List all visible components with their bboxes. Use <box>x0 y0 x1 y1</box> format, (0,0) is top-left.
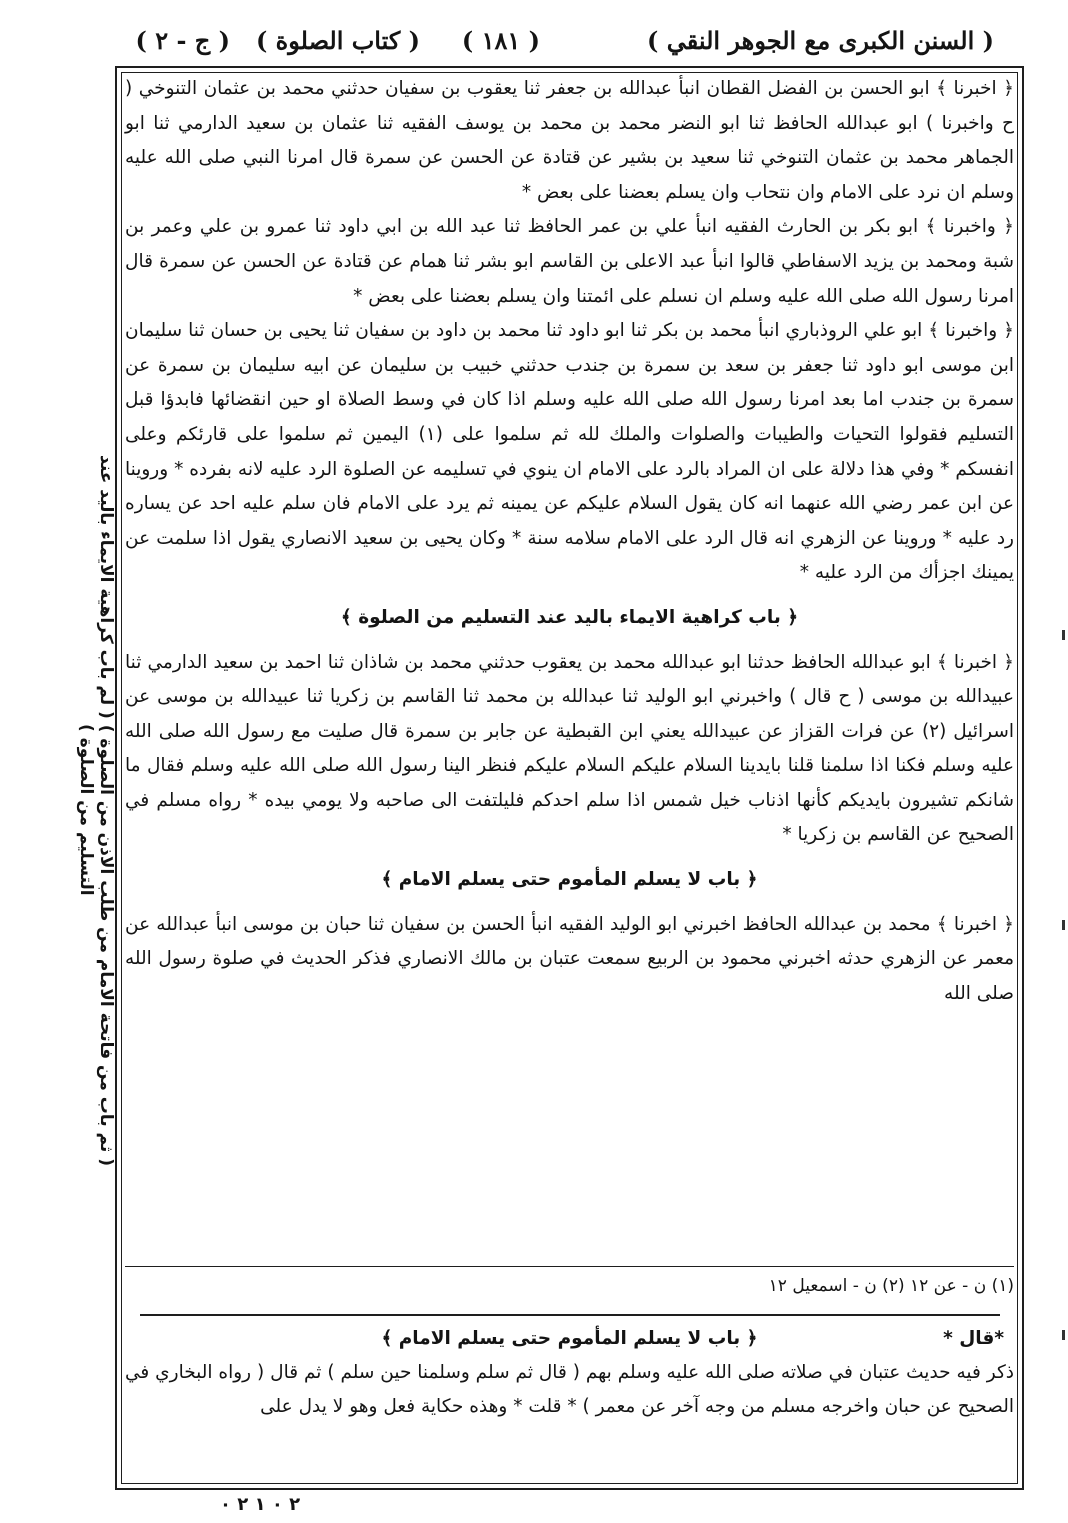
page-header <box>128 22 1000 66</box>
edge-mark <box>1062 1330 1065 1340</box>
commentary-section <box>125 1322 1014 1424</box>
page-number: ( ١٨١ ) <box>461 26 540 55</box>
volume-number: ( ج - ٢ ) <box>135 26 230 55</box>
margin-note: ( ثم باب من فاتحة الامام من طلب الاذن من الصلوة ) ( لم باب كراهية الايماء باليد عند التسليم من الصلوة ) <box>76 454 116 1166</box>
commentary-text: ذكر فيه حديث عتبان في صلاته صلى الله عليه وسلم بهم ( قال ثم سلم وسلمنا حين سلم ) ثم قال ( رواه البخاري في الصحيح عن حبان واخرجه مسلم من وجه آخر عن معمر ) * قلت * وهذه حكاية فعل وهو لا يدل على <box>125 1362 1014 1417</box>
edge-mark <box>1062 920 1065 930</box>
chapter-title: ( كتاب الصلوة ) <box>255 26 420 55</box>
footnote: (١) ن - عن ١٢ (٢) ن - اسمعيل ١٢ <box>768 1276 1014 1296</box>
main-text <box>125 72 1014 1011</box>
footnote-divider <box>125 1266 1014 1267</box>
paragraph: ﴿ واخبرنا ﴾ ابو بكر بن الحارث الفقيه انبأ علي بن عمر الحافظ ثنا عبد الله بن ابي داود ثنا عمرو بن علي وعمر بن شبة ومحمد بن يزيد الاسفاطي قالوا انبأ عبد الاعلى بن القاسم ابو بشر ثنا همام عن قتادة عن الحسن عن سمرة قال امرنا رسول الله صلى الله عليه وسلم ان نسلم على ائمتنا وان يسلم بعضنا على بعض * <box>125 216 1014 307</box>
book-title: ( السنن الكبرى مع الجوهر النقي ) <box>646 26 994 55</box>
paragraph: ﴿ واخبرنا ﴾ ابو علي الروذباري انبأ محمد بن بكر ثنا ابو داود ثنا محمد بن داود بن سفيان ثنا يحيى بن حسان ثنا سليمان ابن موسى ابو داود ثنا جعفر بن سعد بن سمرة بن جندب حدثني خبيب بن سليمان عن ابيه سليمان بن سمرة عن سمرة بن جندب اما بعد امرنا رسول الله صلى الله عليه وسلم اذا كان في وسط الصلاة او حين انقضائها فابدؤا قبل التسليم فقولوا التحيات والطيبات والصلوات والملك لله ثم سلموا على (١) اليمين ثم سلموا على قارئكم وعلى انفسكم * وفي هذا دلالة على ان المراد بالرد على الامام ان ينوي في تسليمه عن الصلوة الرد عليه لانه بفرده * وروينا عن ابن عمر رضي الله عنهما انه كان يقول السلام عليكم عن يمينه ثم يرد على الامام فان سلم عليه احد عن يساره رد عليه * وروينا عن الزهري انه قال الرد على الامام سلامه سنة * وكان يحيى بن سعيد الانصاري يقول اذا سلمت عن يمينك اجزأك من الرد عليه * <box>125 320 1014 584</box>
commentary-qal: *قال * <box>943 1328 1004 1349</box>
commentary-title: ﴿ باب لا يسلم المأموم حتى يسلم الامام ﴾ <box>381 1328 758 1349</box>
folio-number: ٢ ٠ ١ ٢ ٠ <box>220 1494 301 1515</box>
commentary-divider <box>140 1314 1000 1316</box>
section-title: ﴿ باب لا يسلم المأموم حتى يسلم الامام ﴾ <box>381 869 758 891</box>
paragraph: ﴿ اخبرنا ﴾ ابو عبدالله الحافظ حدثنا ابو عبدالله محمد بن يعقوب حدثني محمد بن شاذان ثنا احمد بن سعيد الدارمي ثنا عبيدالله بن موسى ( ح قال ) واخبرني ابو الوليد ثنا عبدالله بن محمد ثنا القاسم بن زكريا ثنا عبيدالله بن موسى عن اسرائيل (٢) عن فرات القزاز عن عبيدالله يعني ابن القبطية عن جابر بن سمرة قال صليت مع رسول الله صلى الله عليه وسلم فكنا اذا سلمنا قلنا بايدينا السلام عليكم السلام عليكم فنظر الينا رسول الله صلى الله عليه وسلم فقال ما شانكم تشيرون بايديكم كأنها اذناب خيل شمس اذا سلم احدكم فليلتفت الى صاحبه ولا يومي بيده * رواه مسلم في الصحيح عن القاسم بن زكريا * <box>125 651 1014 846</box>
edge-mark <box>1062 630 1065 640</box>
paragraph: ﴿ اخبرنا ﴾ ابو الحسن بن الفضل القطان انبأ عبدالله بن جعفر ثنا يعقوب بن سفيان حدثني محمد بن عثمان التنوخي ( ح واخبرنا ) ابو عبدالله الحافظ ثنا ابو النضر محمد بن محمد بن يوسف الفقيه ثنا عثمان بن سعيد الدارمي ثنا ابو الجماهر محمد بن عثمان التنوخي ثنا سعيد بن بشير عن قتادة عن الحسن عن سمرة قال امرنا النبي صلى الله عليه وسلم ان نرد على الامام وان نتحاب وان يسلم بعضنا على بعض * <box>125 78 1014 203</box>
paragraph: ﴿ اخبرنا ﴾ محمد بن عبدالله الحافظ اخبرني ابو الوليد الفقيه انبأ الحسن بن سفيان ثنا حبان بن موسى انبأ عبدالله عن معمر عن الزهري حدثه اخبرني محمود بن الربيع سمعت عتبان بن مالك الانصاري فذكر الحديث في صلوة رسول الله صلى الله <box>125 913 1014 1004</box>
section-title: ﴿ باب كراهية الايماء باليد عند التسليم من الصلوة ﴾ <box>340 606 799 628</box>
